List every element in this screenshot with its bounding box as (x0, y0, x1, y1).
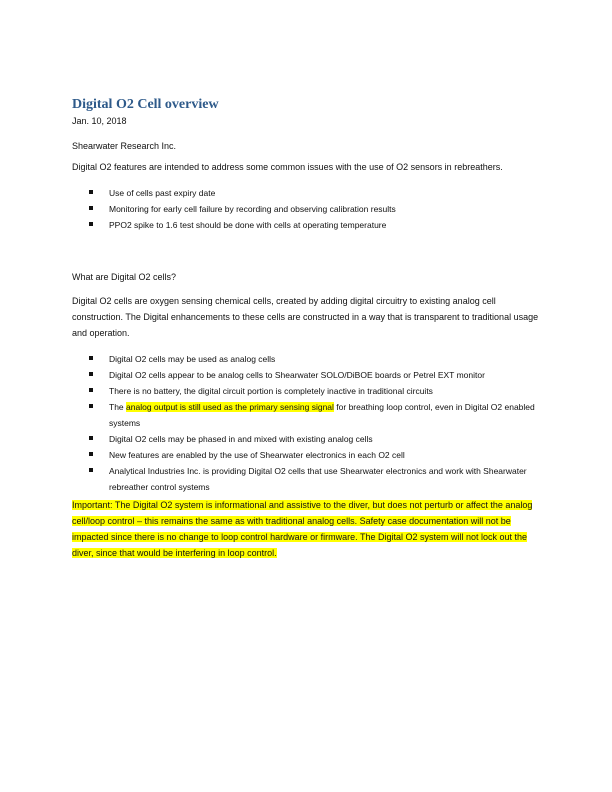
bullet-icon (89, 452, 93, 456)
bullet-icon (89, 356, 93, 360)
bullet-icon (89, 436, 93, 440)
list-item-text-post: for breathing loop control, even in Digital O2 enabled systems (109, 402, 535, 428)
section-bullet-list (72, 351, 542, 495)
document-body (72, 95, 542, 561)
bullet-icon (89, 468, 93, 472)
list-item-text: Analytical Industries Inc. is providing Digital O2 cells that use Shearwater electronics and work with Shearwater rebreather control systems (109, 466, 527, 492)
list-item (72, 217, 542, 233)
bullet-icon (89, 372, 93, 376)
document-date: Jan. 10, 2018 (72, 116, 127, 126)
intro-paragraph: Digital O2 features are intended to address some common issues with the use of O2 sensors in rebreathers. (72, 162, 503, 172)
list-item (72, 463, 542, 495)
list-item (72, 351, 542, 367)
bullet-icon (89, 404, 93, 408)
highlighted-text: analog output is still used as the primary sensing signal (126, 402, 334, 412)
bullet-icon (89, 222, 93, 226)
list-item (72, 447, 542, 463)
list-item (72, 367, 542, 383)
list-item (72, 201, 542, 217)
list-item (72, 399, 542, 431)
intro-bullet-list (72, 185, 542, 233)
important-note (72, 497, 542, 561)
list-item-text: Use of cells past expiry date (109, 188, 216, 198)
list-item-text-pre: The (109, 402, 127, 412)
list-item-text: PPO2 spike to 1.6 test should be done with cells at operating temperature (109, 220, 387, 230)
section-heading: What are Digital O2 cells? (72, 272, 177, 282)
list-item-text: New features are enabled by the use of Shearwater electronics in each O2 cell (109, 450, 405, 460)
document-title: Digital O2 Cell overview (72, 97, 219, 112)
list-item-text: There is no battery, the digital circuit portion is completely inactive in traditional circuits (109, 386, 433, 396)
list-item-text: Digital O2 cells may be phased in and mixed with existing analog cells (109, 434, 373, 444)
important-note-text: Important: The Digital O2 system is informational and assistive to the diver, but does not perturb or affect the analog cell/loop control – this remains the same as with traditional analog cells. Safety case documentation will not be impacted since there is no change to loop control hardware or firmware. The Digital O2 system will not lock out the diver, since that would be interfering in loop control. (72, 500, 533, 558)
list-item (72, 431, 542, 447)
company-name: Shearwater Research Inc. (72, 141, 177, 151)
list-item (72, 185, 542, 201)
list-item-text: Digital O2 cells appear to be analog cells to Shearwater SOLO/DiBOE boards or Petrel EXT monitor (109, 370, 485, 380)
list-item (72, 383, 542, 399)
bullet-icon (89, 388, 93, 392)
bullet-icon (89, 190, 93, 194)
bullet-icon (89, 206, 93, 210)
section-paragraph: Digital O2 cells are oxygen sensing chemical cells, created by adding digital circuitry to existing analog cell construction. The Digital enhancements to these cells are constructed in a way that is transparent to traditional usage and operation. (72, 296, 539, 338)
list-item-text: Monitoring for early cell failure by recording and observing calibration results (109, 204, 396, 214)
list-item-text: Digital O2 cells may be used as analog cells (109, 354, 276, 364)
